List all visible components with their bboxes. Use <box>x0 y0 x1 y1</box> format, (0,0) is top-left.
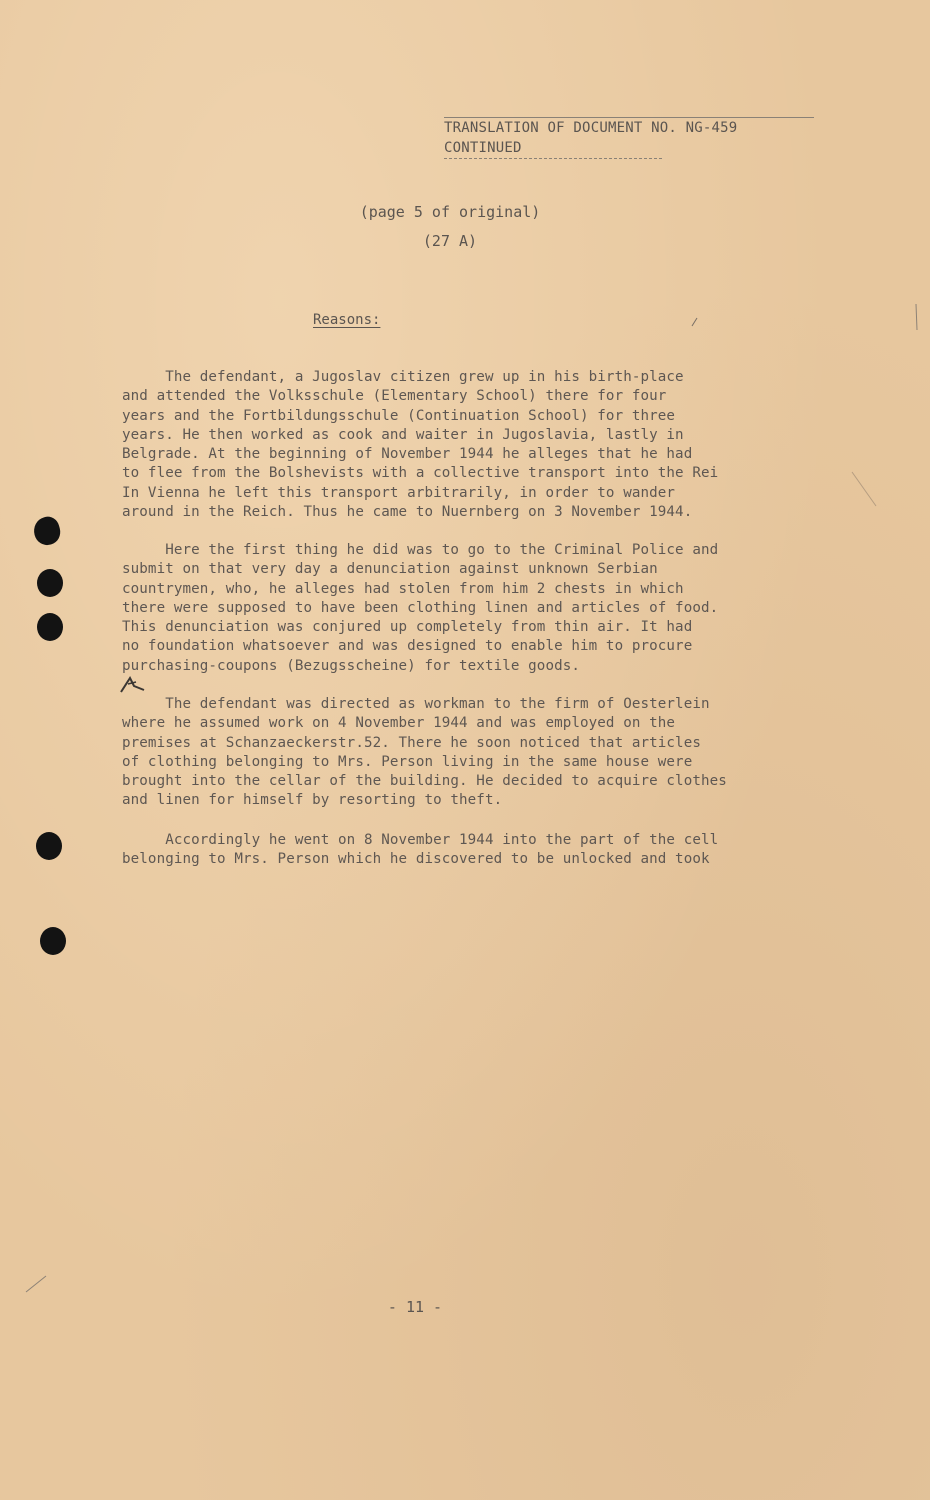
punch-hole <box>37 569 63 597</box>
paragraph-background <box>122 368 832 522</box>
punch-hole <box>31 514 63 548</box>
paragraph-line: submit on that very day a denunciation against unknown Serbian <box>122 561 658 578</box>
paragraph-line: This denunciation was conjured up completely from thin air. It had <box>122 619 693 636</box>
document-header <box>444 117 814 159</box>
edge-mark-icon <box>910 302 924 332</box>
punch-hole <box>37 613 63 641</box>
sub-page-reference: (27 A) <box>422 232 478 250</box>
paragraph-line: purchasing-coupons (Bezugsscheine) for textile goods. <box>122 657 581 674</box>
paragraph-line: years and the Fortbildungsschule (Continuation School) for three <box>122 407 676 424</box>
paragraph-line: brought into the cellar of the building. He decided to acquire clothes <box>122 773 727 790</box>
pencil-stroke-icon <box>24 1274 50 1294</box>
original-page-reference: (page 5 of original) <box>359 203 541 221</box>
paragraph-line: Belgrade. At the beginning of November 1944 he alleges that he had <box>122 446 693 463</box>
page-number: - 11 - <box>387 1298 443 1316</box>
paragraph-line: where he assumed work on 4 November 1944 and was employed on the <box>122 715 676 732</box>
paragraph-employment <box>122 695 832 811</box>
punch-hole <box>40 927 66 955</box>
paragraph-line: of clothing belonging to Mrs. Person living in the same house were <box>122 753 693 770</box>
paragraph-line: The defendant was directed as workman to the firm of Oesterlein <box>122 696 710 712</box>
punch-hole <box>36 832 62 860</box>
paragraph-line: no foundation whatsoever and was designed to enable him to procure <box>122 638 693 655</box>
paragraph-line: to flee from the Bolshevists with a collective transport into the Rei <box>122 465 719 482</box>
paragraph-line: there were supposed to have been clothing linen and articles of food. <box>122 599 719 616</box>
paragraph-line: and attended the Volksschule (Elementary School) there for four <box>122 388 667 405</box>
paragraph-line: around in the Reich. Thus he came to Nuernberg on 3 November 1944. <box>122 504 693 521</box>
paragraph-line: Accordingly he went on 8 November 1944 into the part of the cell <box>122 832 719 848</box>
section-title-reasons: Reasons: <box>313 312 381 328</box>
paragraph-line: In Vienna he left this transport arbitrarily, in order to wander <box>122 484 676 501</box>
paragraph-line: Here the first thing he did was to go to the Criminal Police and <box>122 542 719 558</box>
paragraph-line: and linen for himself by resorting to theft. <box>122 792 503 809</box>
paragraph-line: The defendant, a Jugoslav citizen grew up in his birth-place <box>122 369 684 385</box>
paragraph-line: years. He then worked as cook and waiter in Jugoslavia, lastly in <box>122 426 684 443</box>
header-continued-line: CONTINUED <box>444 138 662 159</box>
paragraph-line: belonging to Mrs. Person which he discovered to be unlocked and took <box>122 851 710 868</box>
scan-scratch-icon <box>850 470 880 510</box>
header-translation-line: TRANSLATION OF DOCUMENT NO. NG-459 <box>444 117 814 138</box>
pencil-mark-icon <box>118 672 148 696</box>
paragraph-line: premises at Schanzaeckerstr.52. There he soon noticed that articles <box>122 734 701 751</box>
scan-speck-icon <box>690 316 700 328</box>
paragraph-theft <box>122 831 832 870</box>
paragraph-denunciation <box>122 541 832 676</box>
paragraph-line: countrymen, who, he alleges had stolen from him 2 chests in which <box>122 580 684 597</box>
